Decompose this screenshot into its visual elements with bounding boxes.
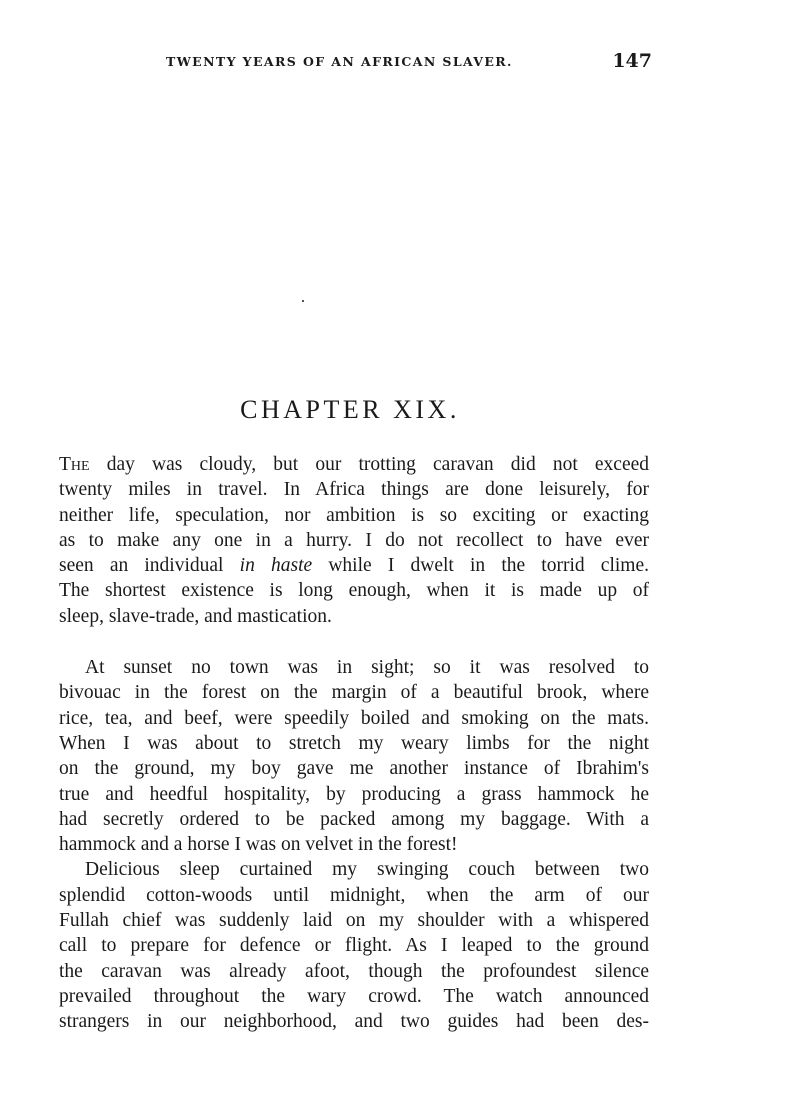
text-line: call to prepare for defence or flight. As I leaped to the ground	[59, 935, 649, 957]
text-line: hammock and a horse I was on velvet in the forest!	[59, 834, 458, 856]
text-line: At sunset no town was in sight; so it was resolved to	[85, 657, 649, 679]
running-head	[60, 50, 660, 76]
text-line: strangers in our neighborhood, and two guides had been des-	[59, 1011, 649, 1033]
text-line: as to make any one in a hurry. I do not recollect to have ever	[59, 529, 649, 551]
page-number: 147	[612, 50, 652, 72]
text-line: Fullah chief was suddenly laid on my shoulder with a whispered	[59, 910, 649, 932]
text-line: Delicious sleep curtained my swinging couch between two	[85, 859, 649, 881]
text-line: had secretly ordered to be packed among my baggage. With a	[59, 808, 649, 830]
italic-phrase: in haste	[239, 555, 313, 577]
text-line: twenty miles in travel. In Africa things are done leisurely, for	[59, 479, 649, 501]
text-line: neither life, speculation, nor ambition is so exciting or exacting	[59, 504, 649, 526]
text-line: true and heedful hospitality, by producing a grass hammock he	[59, 783, 649, 805]
text-line: rice, tea, and beef, were speedily boiled and smoking on the mats.	[59, 707, 649, 729]
stray-mark	[302, 300, 304, 302]
text-line: splendid cotton-woods until midnight, when the arm of our	[59, 884, 649, 906]
paragraph-gap	[59, 629, 649, 655]
text-line: The shortest existence is long enough, when it is made up of	[59, 580, 649, 602]
text-line: prevailed throughout the wary crowd. The watch announced	[59, 985, 649, 1007]
text-line: seen an individual in haste while I dwelt in the torrid clime.	[59, 555, 649, 577]
text-line: When I was about to stretch my weary limbs for the night	[59, 732, 649, 754]
text-line: The day was cloudy, but our trotting caravan did not exceed	[59, 454, 649, 475]
text-line: sleep, slave-trade, and mastication.	[59, 605, 332, 627]
text-line: the caravan was already afoot, though the profoundest silence	[59, 960, 649, 982]
body-text	[59, 452, 649, 1035]
chapter-heading: CHAPTER XIX.	[240, 395, 460, 424]
text-line: on the ground, my boy gave me another instance of Ibrahim's	[59, 758, 649, 780]
drop-word: The	[59, 454, 90, 475]
text-line: bivouac in the forest on the margin of a beautiful brook, where	[59, 682, 649, 704]
running-title: TWENTY YEARS OF AN AFRICAN SLAVER.	[166, 54, 513, 69]
